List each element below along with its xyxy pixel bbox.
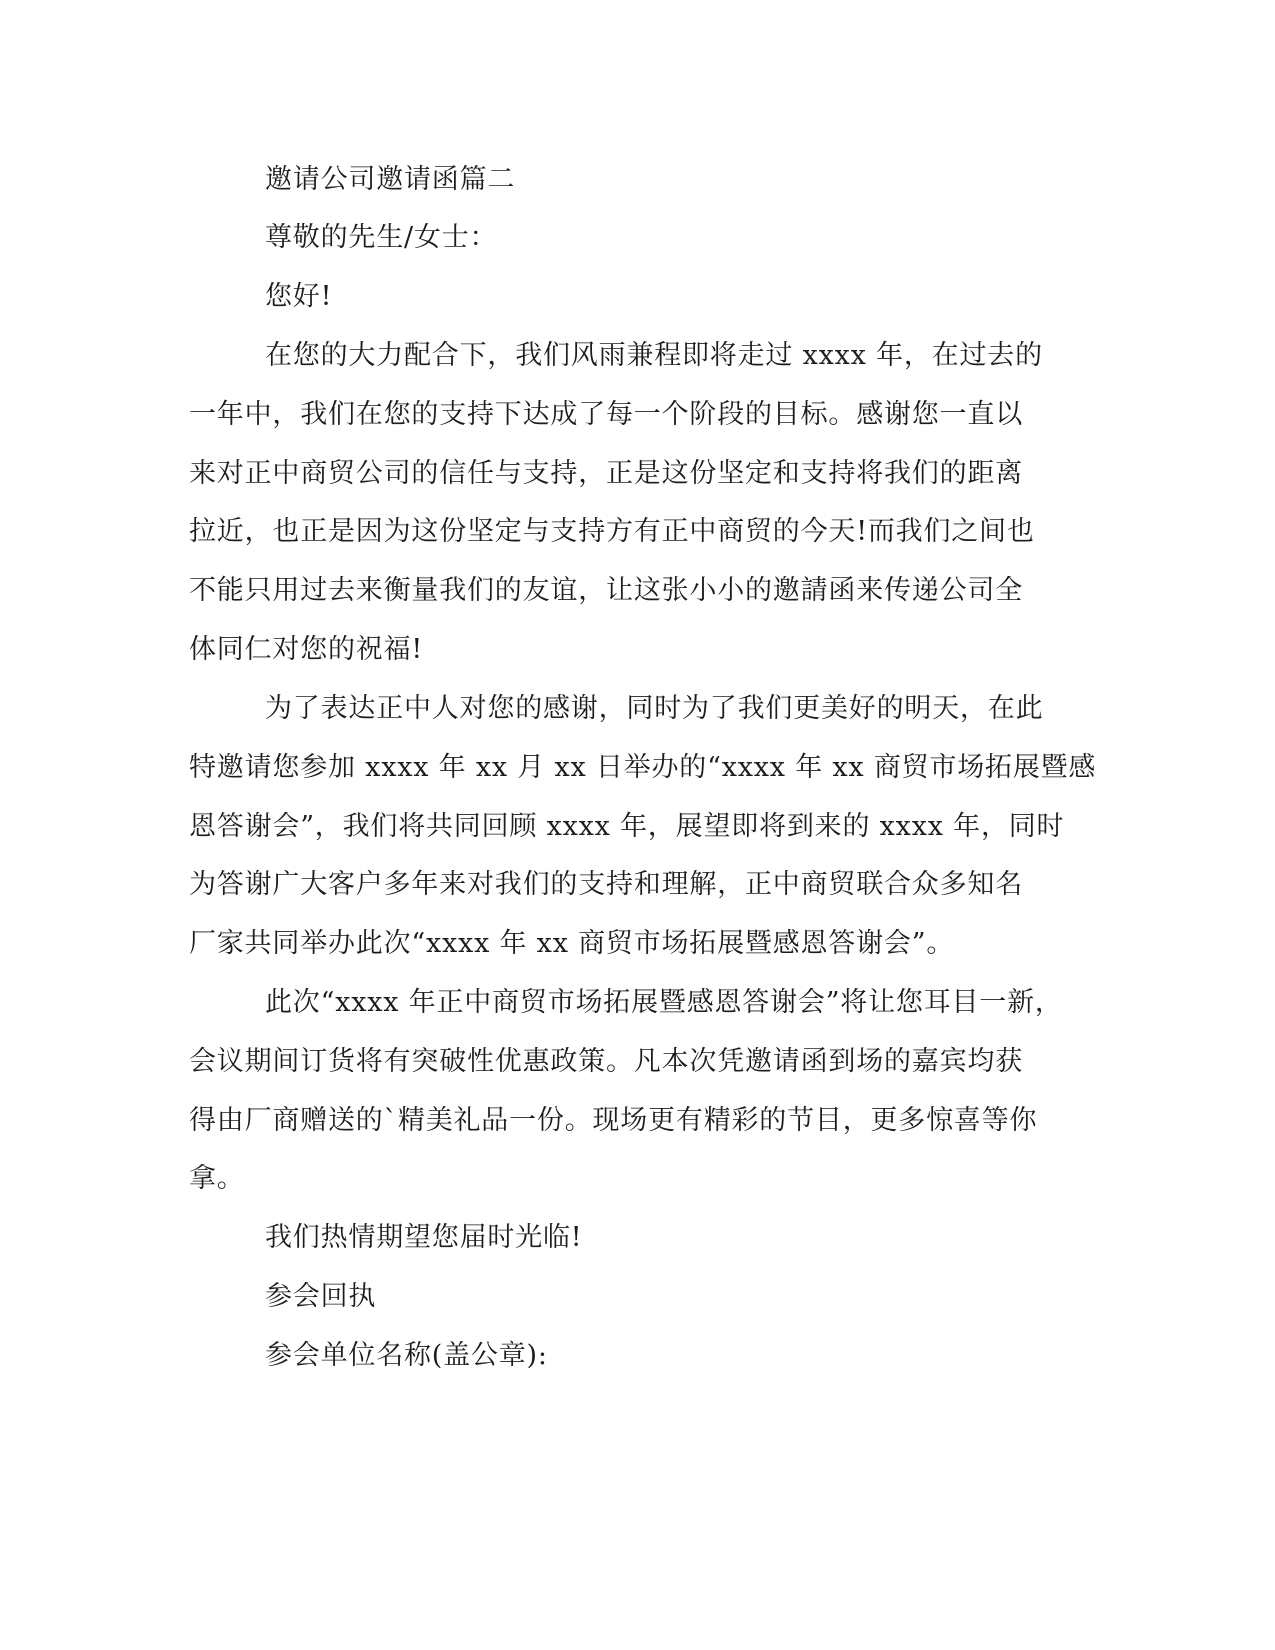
closing-line: 我们热情期望您届时光临! [265,1222,583,1253]
paragraph2-line: 为答谢广大客户多年来对我们的支持和理解，正中商贸联合众多知名 [189,869,1023,900]
paragraph1-line: 体同仁对您的祝福! [189,634,424,665]
paragraph3-line: 会议期间订货将有突破性优惠政策。凡本次凭邀请函到场的嘉宾均获 [189,1046,1023,1077]
paragraph2-line: 恩答谢会”，我们将共同回顾 xxxx 年，展望即将到来的 xxxx 年，同时 [189,811,1065,842]
paragraph2-line: 为了表达正中人对您的感谢，同时为了我们更美好的明天，在此 [265,693,1044,724]
paragraph1-line: 不能只用过去来衡量我们的友谊，让这张小小的邀請函来传递公司全 [189,575,1023,606]
paragraph3-line: 得由厂商赠送的`精美礼品一份。现场更有精彩的节目，更多惊喜等你 [189,1105,1038,1136]
paragraph3-line: 此次“xxxx 年正中商贸市场拓展暨感恩答谢会”将让您耳目一新， [265,987,1063,1018]
receipt-field-company-name: 参会单位名称(盖公章): [265,1340,548,1371]
paragraph2-line: 特邀请您参加 xxxx 年 xx 月 xx 日举办的“xxxx 年 xx 商贸市场拓展暨感 [189,752,1097,783]
paragraph1-line: 拉近，也正是因为这份坚定与支持方有正中商贸的今天!而我们之间也 [189,516,1035,547]
paragraph1-line: 来对正中商贸公司的信任与支持，正是这份坚定和支持将我们的距离 [189,458,1023,489]
receipt-title: 参会回执 [265,1281,377,1312]
paragraph1-line: 在您的大力配合下，我们风雨兼程即将走过 xxxx 年，在过去的 [265,340,1043,371]
document-title: 邀请公司邀请函篇二 [265,164,516,195]
paragraph2-line: 厂家共同举办此次“xxxx 年 xx 商贸市场拓展暨感恩答谢会”。 [189,928,955,959]
paragraph3-line: 拿。 [189,1163,245,1194]
salutation: 尊敬的先生/女士： [265,222,498,253]
greeting: 您好! [265,281,333,312]
paragraph1-line: 一年中，我们在您的支持下达成了每一个阶段的目标。感谢您一直以 [189,399,1023,430]
